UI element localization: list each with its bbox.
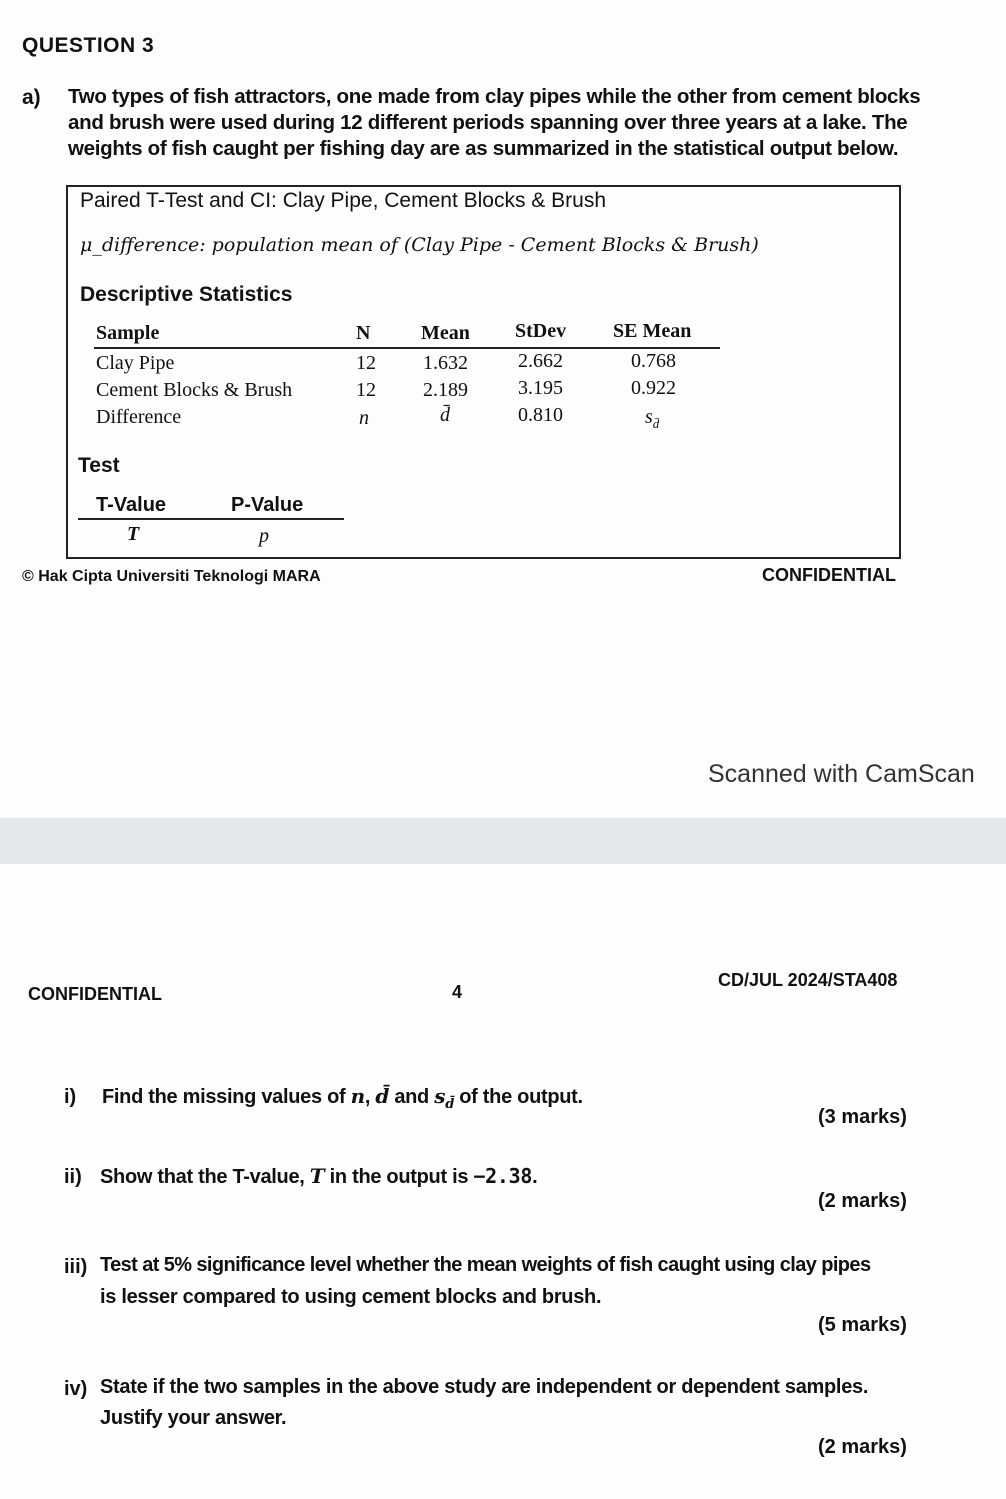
col-header-mean: Mean (421, 322, 470, 344)
row-difference-stdev: 0.810 (518, 404, 563, 426)
se-subscript: d̄ (652, 416, 660, 431)
test-col-t-value: T-Value (96, 494, 167, 516)
copyright-footer: © Hak Cipta Universiti Teknologi MARA (22, 568, 321, 585)
mu-difference-line: μ_difference: population mean of (Clay Pipe - Cement Blocks & Brush) (80, 234, 759, 256)
t-value-figure: −2.38 (473, 1164, 533, 1188)
table-header-rule (94, 347, 720, 349)
question-ii-text (100, 1164, 537, 1189)
question-i-sep1: , (364, 1086, 376, 1108)
question-i-marks: (3 marks) (818, 1106, 907, 1128)
question-iii-marks: (5 marks) (818, 1314, 907, 1336)
col-header-stdev: StDev (515, 320, 567, 342)
symbol-d-bar: d̄ (375, 1084, 390, 1108)
se-symbol: s (645, 406, 653, 428)
page2-confidential: CONFIDENTIAL (28, 984, 162, 1004)
test-col-p-value: P-Value (231, 494, 304, 516)
symbol-s: s (434, 1084, 446, 1108)
question-ii-text-pre: Show that the T-value, (100, 1166, 310, 1188)
question-i-label: i) (64, 1086, 77, 1108)
col-header-n: N (356, 322, 371, 344)
question-i-text-pre: Find the missing values of (102, 1086, 351, 1108)
question-ii-label: ii) (64, 1166, 82, 1188)
intro-line-2: and brush were used during 12 different periods spanning over three years at a lake. The (68, 111, 908, 134)
question-iii-label: iii) (64, 1256, 88, 1278)
test-heading: Test (78, 454, 120, 477)
page-number: 4 (452, 982, 463, 1002)
question-iii-line-1: Test at 5% significance level whether the mean weights of fish caught using clay pipes (100, 1254, 871, 1276)
exam-code: CD/JUL 2024/STA408 (718, 970, 898, 990)
col-header-sample: Sample (96, 322, 160, 344)
row-cement-se: 0.922 (631, 377, 676, 399)
scanner-watermark: Scanned with CamScan (708, 760, 975, 788)
question-ii-marks: (2 marks) (818, 1190, 907, 1212)
row-clay-pipe-n: 12 (356, 352, 376, 374)
part-a-label: a) (22, 86, 41, 109)
row-difference-n: n (359, 407, 369, 429)
question-iii-line-2: is lesser compared to using cement blocks and brush. (100, 1286, 602, 1308)
row-clay-pipe-se: 0.768 (631, 350, 676, 372)
question-iv-label: iv) (64, 1378, 88, 1400)
page-separator (0, 818, 1006, 864)
test-header-rule (78, 518, 344, 520)
question-iv-line-2: Justify your answer. (100, 1407, 287, 1429)
question-i-sep2: and (389, 1086, 435, 1108)
row-cement-mean: 2.189 (423, 379, 468, 401)
row-difference-mean: d̄ (440, 404, 450, 426)
question-iv-marks: (2 marks) (818, 1436, 907, 1458)
question-ii-text-post: . (532, 1166, 538, 1188)
row-clay-pipe-stdev: 2.662 (518, 350, 563, 372)
question-i-text (102, 1084, 583, 1112)
test-t-value: T (127, 523, 140, 545)
symbol-s-subscript: d̄ (445, 1097, 454, 1112)
confidential-footer: CONFIDENTIAL (762, 565, 896, 585)
symbol-t: T (309, 1164, 325, 1188)
row-cement-sample: Cement Blocks & Brush (96, 379, 293, 401)
question-iv-line-1: State if the two samples in the above study are independent or dependent samples. (100, 1376, 869, 1398)
row-difference-sample: Difference (96, 406, 182, 428)
row-clay-pipe-mean: 1.632 (423, 352, 468, 374)
question-i-text-post: of the output. (454, 1086, 583, 1108)
symbol-n: n (350, 1084, 365, 1108)
col-header-se-mean: SE Mean (613, 320, 692, 342)
row-cement-n: 12 (356, 379, 376, 401)
question-ii-text-mid: in the output is (324, 1166, 474, 1188)
row-difference-se (645, 406, 659, 432)
row-cement-stdev: 3.195 (518, 377, 563, 399)
descriptive-statistics-heading: Descriptive Statistics (80, 283, 293, 306)
output-title: Paired T-Test and CI: Clay Pipe, Cement Blocks & Brush (80, 189, 607, 212)
intro-line-1: Two types of fish attractors, one made from clay pipes while the other from cement blocks (68, 85, 921, 108)
intro-line-3: weights of fish caught per fishing day are as summarized in the statistical output below. (68, 137, 899, 160)
row-clay-pipe-sample: Clay Pipe (96, 352, 175, 374)
test-p-value: p (259, 525, 269, 547)
question-title: QUESTION 3 (22, 34, 155, 57)
